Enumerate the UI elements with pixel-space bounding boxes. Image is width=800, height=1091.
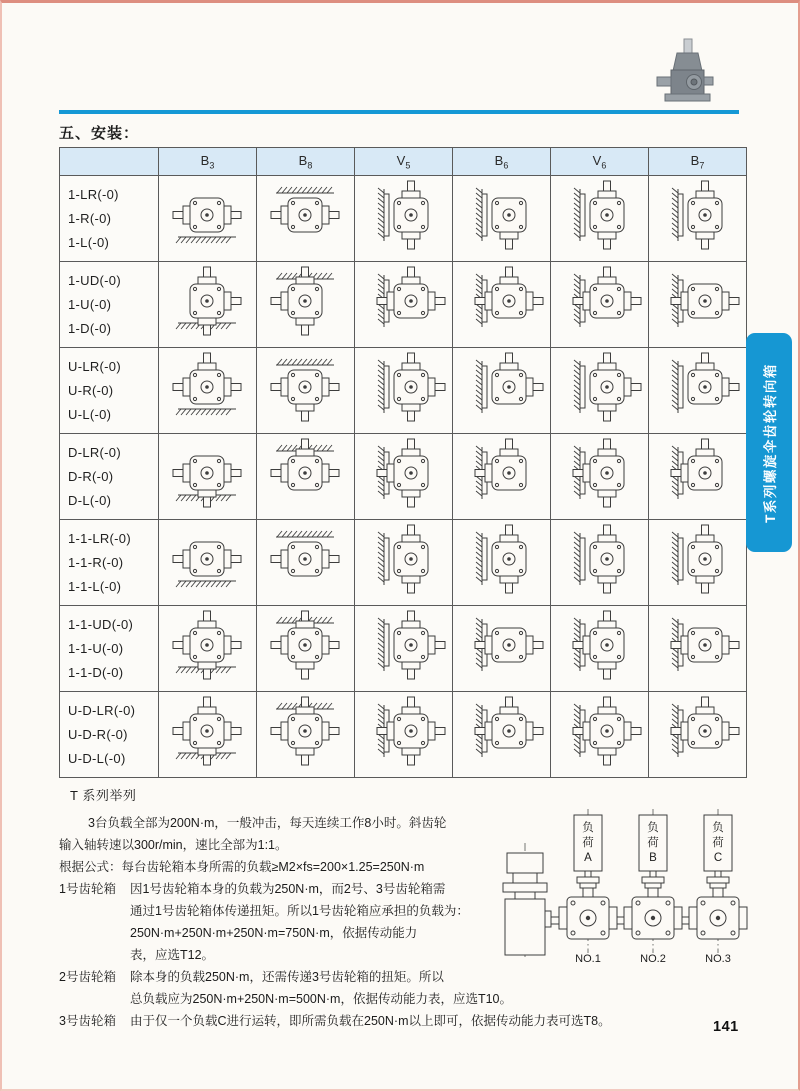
mounting-drawing-cell	[257, 692, 355, 778]
svg-text:NO.3: NO.3	[705, 953, 731, 965]
mounting-drawing-cell	[453, 606, 551, 692]
mounting-drawing-cell	[159, 434, 257, 520]
row-label	[60, 692, 159, 778]
mounting-drawing-cell	[453, 434, 551, 520]
model-code: 1-U(-0)	[68, 296, 112, 312]
side-tab	[746, 333, 792, 552]
mounting-drawing-cell	[649, 520, 747, 606]
mounting-drawing-cell	[551, 176, 649, 262]
mounting-drawing-cell	[257, 262, 355, 348]
model-code: 1-UD(-0)	[68, 272, 121, 288]
column-header: $V_6$	[551, 148, 649, 176]
mounting-drawing-cell	[355, 262, 453, 348]
mounting-drawing-cell	[257, 176, 355, 262]
row-label	[60, 606, 159, 692]
model-code: 1-LR(-0)	[68, 186, 119, 202]
mounting-drawing-cell	[551, 606, 649, 692]
mounting-drawing-cell	[551, 520, 649, 606]
model-code: 1-1-R(-0)	[68, 554, 124, 570]
svg-text:负荷B: 负荷 B	[647, 822, 659, 864]
example-line: 250N·m+250N·m+250N·m=750N·m，依据传动能力	[130, 926, 418, 940]
row-label	[60, 348, 159, 434]
mounting-drawing-cell	[355, 692, 453, 778]
model-code: 1-1-D(-0)	[68, 664, 124, 680]
mounting-drawing-cell	[355, 606, 453, 692]
mounting-drawing-cell	[257, 520, 355, 606]
model-code: U-D-LR(-0)	[68, 702, 136, 718]
model-code: 1-R(-0)	[68, 210, 112, 226]
mounting-drawing-cell	[257, 606, 355, 692]
mounting-drawing-cell	[159, 348, 257, 434]
mounting-drawing-cell	[551, 262, 649, 348]
column-header: $B_6$	[453, 148, 551, 176]
table-row	[60, 692, 747, 778]
example-title: T 系列举列	[70, 788, 137, 803]
table-row	[60, 348, 747, 434]
row-label	[60, 434, 159, 520]
load-diagram	[491, 805, 753, 967]
section-title: 五、安装：	[59, 125, 140, 142]
column-header: $B_3$	[159, 148, 257, 176]
mounting-drawing-cell	[159, 520, 257, 606]
row-label	[60, 262, 159, 348]
model-code: D-LR(-0)	[68, 444, 121, 460]
mounting-drawing-cell	[257, 348, 355, 434]
example-line: 由于仅一个负载C进行运转，即所需负载在250N·m以上即可，依据传动能力表可选T8。	[130, 1014, 611, 1028]
mounting-drawing-cell	[649, 434, 747, 520]
mounting-drawing-cell	[453, 348, 551, 434]
mounting-drawing-cell	[355, 176, 453, 262]
example-line: 总负载应为250N·m+250N·m=500N·m，依据传动能力表，应选T10。	[130, 992, 513, 1006]
table-row	[60, 520, 747, 606]
mounting-drawing-cell	[649, 348, 747, 434]
svg-text:NO.1: NO.1	[575, 953, 601, 965]
mounting-drawing-cell	[159, 692, 257, 778]
svg-text:负荷A: 负荷 A	[582, 822, 594, 864]
svg-text:负荷C: 负荷 C	[712, 822, 724, 864]
row-label	[60, 176, 159, 262]
mounting-drawing-cell	[453, 262, 551, 348]
mounting-drawing-cell	[159, 262, 257, 348]
model-code: 1-1-L(-0)	[68, 578, 122, 594]
row-label	[60, 520, 159, 606]
table-row	[60, 434, 747, 520]
item-label: 1号齿轮箱	[59, 882, 116, 896]
example-item	[59, 1010, 751, 1032]
mounting-drawing-cell	[355, 520, 453, 606]
mounting-drawing-cell	[355, 434, 453, 520]
mounting-drawing-cell	[453, 176, 551, 262]
model-code: 1-1-UD(-0)	[68, 616, 134, 632]
mounting-drawing-cell	[649, 606, 747, 692]
mounting-drawing-cell	[551, 692, 649, 778]
model-code: D-R(-0)	[68, 468, 114, 484]
page-number: 141	[713, 1019, 739, 1035]
svg-text:NO.2: NO.2	[640, 953, 666, 965]
column-header: $V_5$	[355, 148, 453, 176]
item-label: 2号齿轮箱	[59, 970, 116, 984]
model-code: D-L(-0)	[68, 492, 112, 508]
example-line: 输入轴转速以300r/min，速比全部为1:1。	[59, 838, 288, 852]
table-row	[60, 606, 747, 692]
model-code: U-R(-0)	[68, 382, 114, 398]
side-tab-label: T系列螺旋伞齿轮转向箱	[763, 362, 778, 523]
mounting-drawing-cell	[551, 348, 649, 434]
model-code: U-LR(-0)	[68, 358, 121, 374]
model-code: U-L(-0)	[68, 406, 112, 422]
mounting-drawing-cell	[453, 520, 551, 606]
mounting-drawing-cell	[159, 606, 257, 692]
table-row	[60, 262, 747, 348]
model-code: 1-L(-0)	[68, 234, 110, 250]
table-row	[60, 176, 747, 262]
mounting-drawing-cell	[551, 434, 649, 520]
mounting-drawing-cell	[649, 692, 747, 778]
column-header: $B_7$	[649, 148, 747, 176]
example-line: 表，应选T12。	[130, 948, 215, 962]
item-label: 3号齿轮箱	[59, 1014, 116, 1028]
model-code: 1-1-U(-0)	[68, 640, 124, 656]
model-code: 1-D(-0)	[68, 320, 112, 336]
column-header: $B_8$	[257, 148, 355, 176]
header-rule	[59, 110, 739, 114]
example-line: 3台负载全部为200N·m，一般冲击，每天连续工作8小时。斜齿轮	[88, 816, 447, 830]
model-code: U-D-L(-0)	[68, 750, 126, 766]
corner-cell	[60, 148, 159, 176]
mounting-drawing-cell	[649, 176, 747, 262]
example-line: 因1号齿轮箱本身的负载为250N·m，而2号、3号齿轮箱需	[130, 882, 446, 896]
mounting-drawing-cell	[649, 262, 747, 348]
example-item	[59, 966, 751, 988]
mounting-drawing-cell	[355, 348, 453, 434]
mounting-drawing-cell	[159, 176, 257, 262]
model-code: 1-1-LR(-0)	[68, 530, 131, 546]
installation-table	[59, 147, 747, 778]
mounting-drawing-cell	[453, 692, 551, 778]
mounting-drawing-cell	[257, 434, 355, 520]
model-code: U-D-R(-0)	[68, 726, 128, 742]
example-line: 通过1号齿轮箱体传递扭矩。所以1号齿轮箱应承担的负载为：	[130, 904, 469, 918]
gearbox-product-photo	[654, 37, 722, 112]
example-line: 根据公式：每台齿轮箱本身所需的负载≥M2×fs=200×1.25=250N·m	[59, 860, 425, 874]
example-line: 除本身的负载250N·m，还需传递3号齿轮箱的扭矩。所以	[130, 970, 444, 984]
